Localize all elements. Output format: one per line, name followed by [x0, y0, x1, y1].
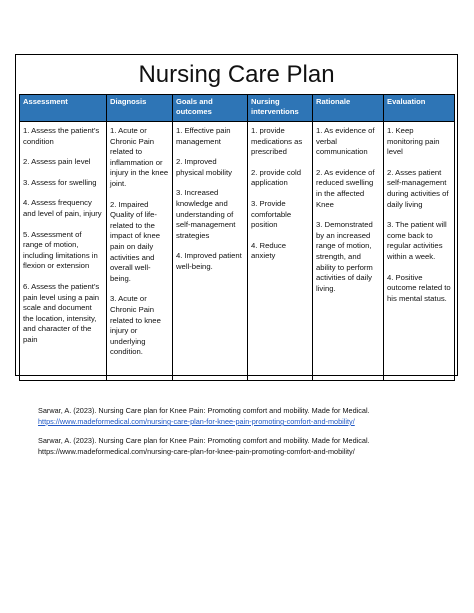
list-item: 1. Acute or Chronic Pain related to inflammation or injury in the knee joint. [110, 126, 169, 188]
reference-url-text: https://www.madeformedical.com/nursing-care-plan-for-knee-pain-promoting-comfort-and-mobility/ [38, 447, 355, 456]
list-item: 1. Keep monitoring pain level [387, 126, 440, 157]
page-title: Nursing Care Plan [138, 61, 335, 88]
list-item: 3. Provide comfortable position [251, 198, 292, 230]
goals-cell [173, 122, 248, 381]
diagnosis-cell [107, 122, 173, 381]
reference-entry [38, 435, 458, 457]
list-item: 6. Assess the patient's pain level using a pain scale and document the location, intensity, and character of the pain [23, 281, 100, 344]
list-item: 1. Assess the patient's condition [23, 126, 100, 146]
list-item: 2. As evidence of reduced swelling in the affected Knee [316, 167, 375, 209]
list-item: 2. Asses patient self-management during activities of daily living [387, 167, 449, 209]
list-item: 3. The patient will come back to regular activities within a week. [387, 220, 447, 261]
header-row [20, 95, 455, 122]
list-item: 4. Positive outcome related to his mental status. [387, 272, 451, 303]
list-item: 3. Assess for swelling [23, 177, 97, 187]
interventions-cell [248, 122, 313, 381]
reference-entry [38, 405, 458, 427]
column-header: Nursing interventions [248, 95, 313, 122]
list-item: 4. Reduce anxiety [251, 240, 287, 261]
table-row [20, 122, 455, 381]
list-item: 4. Assess frequency and level of pain, injury [23, 198, 102, 218]
rationale-cell [313, 122, 384, 381]
column-header: Goals and outcomes [173, 95, 248, 122]
column-header: Evaluation [384, 95, 455, 122]
column-header: Diagnosis [107, 95, 173, 122]
column-header: Rationale [313, 95, 384, 122]
list-item: 4. Improved patient well-being. [176, 251, 242, 271]
list-item: 2. Improved physical mobility [176, 157, 232, 177]
list-item: 3. Acute or Chronic Pain related to knee injury or underlying condition. [110, 294, 161, 357]
assessment-cell [20, 122, 107, 381]
care-plan-box [15, 54, 458, 376]
care-plan-table [19, 94, 455, 381]
list-item: 1. As evidence of verbal communication [316, 126, 375, 157]
list-item: 3. Increased knowledge and understanding of self-management strategies [176, 188, 236, 240]
list-item: 3. Demonstrated by an increased range of motion, strength, and ability to perform activities of daily living. [316, 220, 373, 293]
evaluation-cell [384, 122, 455, 381]
references [38, 405, 458, 465]
list-item: 1. Effective pain management [176, 126, 231, 146]
reference-citation: Sarwar, A. (2023). Nursing Care plan for Knee Pain: Promoting comfort and mobility. Made for Medical. [38, 436, 370, 445]
reference-link[interactable]: https://www.madeformedical.com/nursing-care-plan-for-knee-pain-promoting-comfort-and-mobility/ [38, 417, 355, 426]
list-item: 2. provide cold application [251, 167, 301, 188]
list-item: 2. Impaired Quality of life- related to the impact of knee pain on daily activities and overall well-being. [110, 199, 160, 283]
list-item: 5. Assessment of range of motion, including limitations in flexion or extension [23, 229, 98, 271]
list-item: 2. Assess pain level [23, 157, 91, 167]
list-item: 1. provide medications as prescribed [251, 126, 303, 157]
reference-citation: Sarwar, A. (2023). Nursing Care plan for Knee Pain: Promoting comfort and mobility. Made for Medical. [38, 406, 370, 415]
column-header: Assessment [20, 95, 107, 122]
